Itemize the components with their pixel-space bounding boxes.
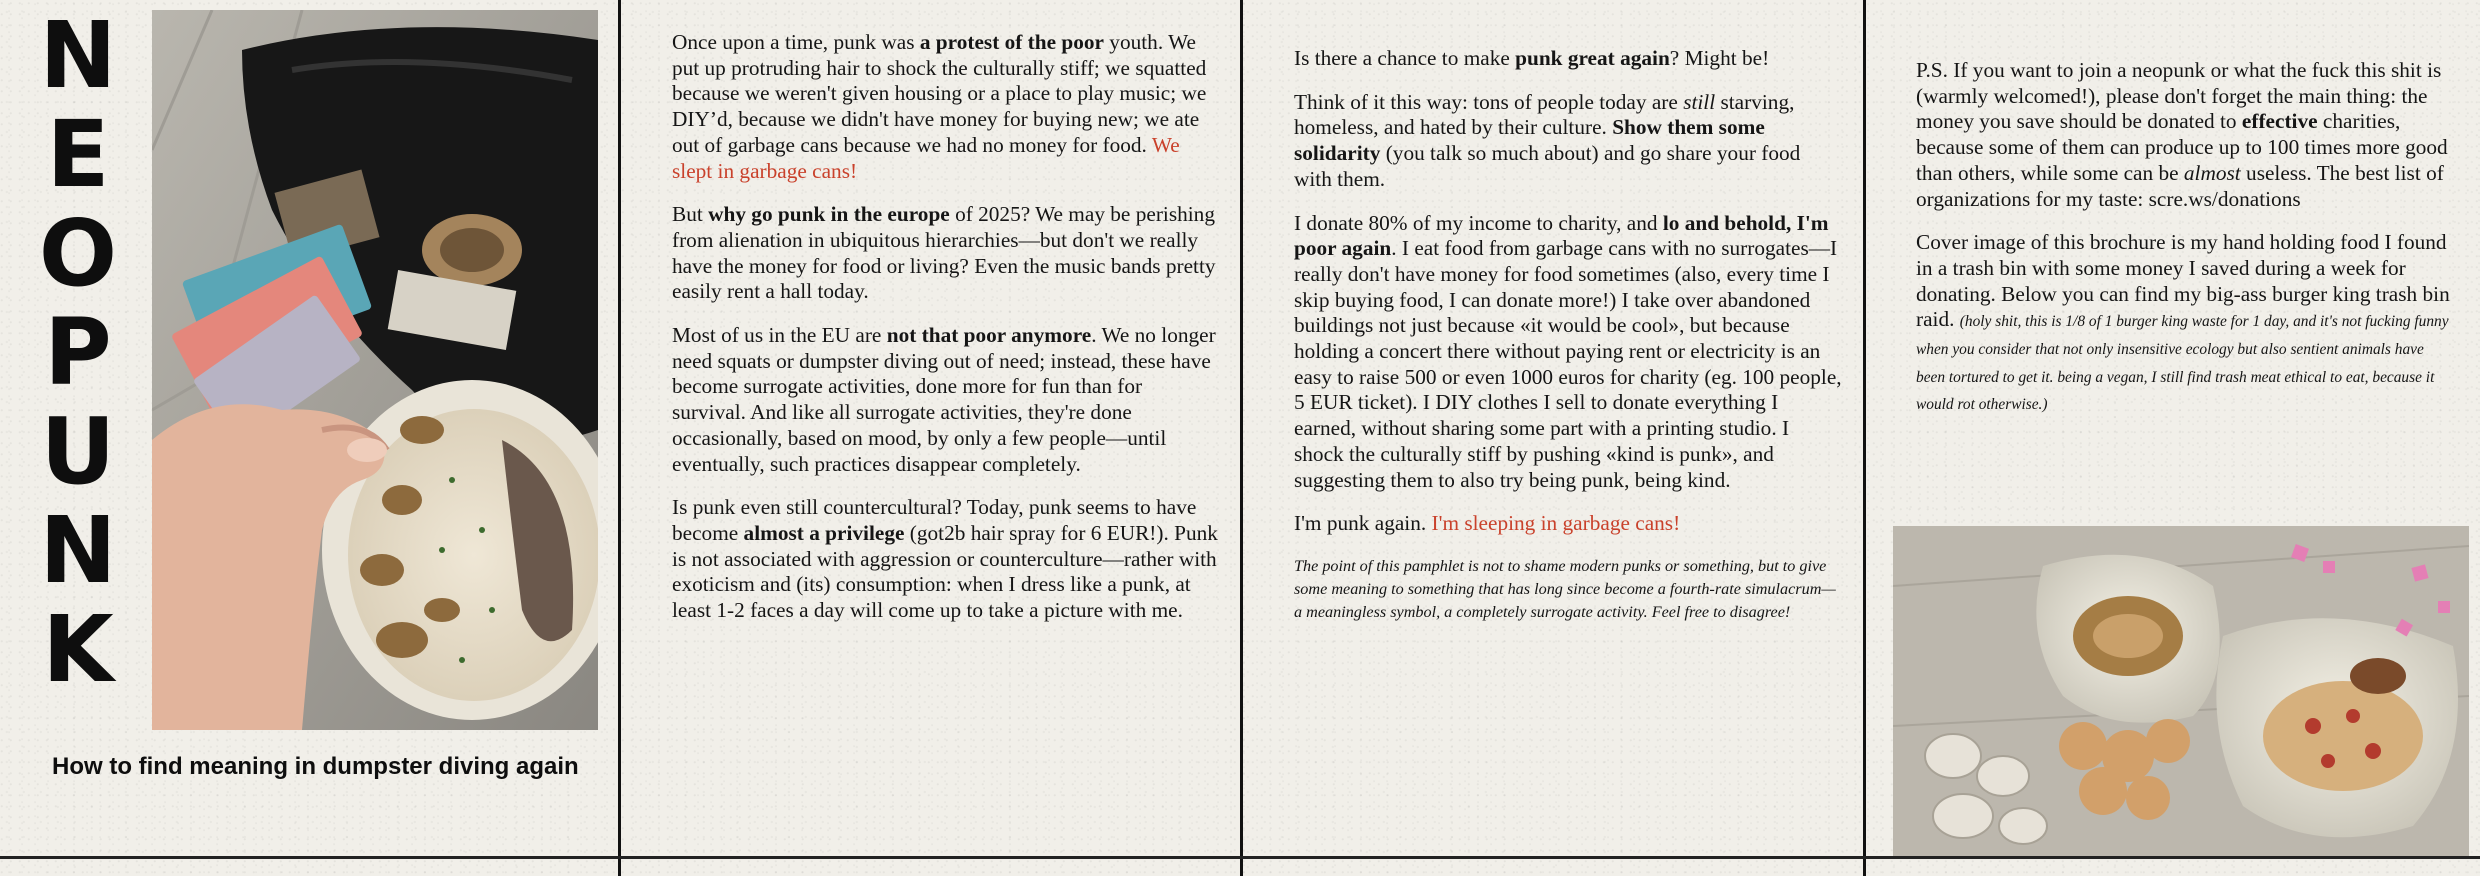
bold-text: Show them some solidarity: [1294, 115, 1765, 166]
paragraph: [672, 495, 1220, 624]
trash-haul-illustration: [1893, 526, 2469, 856]
bold-text: not that poor anymore: [886, 323, 1092, 348]
text-span: starving, homeless, and hated by their culture.: [1294, 89, 1795, 140]
text-span: Most of us in the EU are: [672, 323, 887, 348]
text-span: Think of it this way: tons of people today are: [1294, 89, 1684, 114]
text-span: charities, because some of them can produce up to 100 times more good than others, while some can be: [1916, 109, 2448, 185]
bold-text: lo and behold, I'm poor again: [1294, 210, 1829, 261]
trash-haul-photo: [1893, 526, 2469, 856]
panel-4-text: [1916, 58, 2456, 436]
title-letter: P: [44, 299, 112, 406]
paragraph: [672, 30, 1220, 184]
text-span: (got2b hair spray for 6 EUR!). Punk is not associated with aggression or counterculture—rather with exoticism and (its) consumption: when I dress like a punk, at least 1-2 faces a day will come up to take a picture with me.: [672, 520, 1218, 623]
fold-line-1: [618, 0, 621, 876]
text-span: (you talk so much about) and go share your food with them.: [1294, 141, 1801, 191]
cover-photo-illustration: [152, 10, 598, 730]
text-span: Cover image of this brochure is my hand holding food I found in a trash bin with some money I saved during a week for donating. Below you can find my big-ass burger king trash bin raid.: [1916, 230, 2450, 332]
italic-text: almost: [2183, 160, 2241, 185]
bold-text: punk great again: [1515, 46, 1670, 70]
title-letter: O: [38, 200, 118, 307]
panel-3-text: [1294, 46, 1842, 642]
title-letter: K: [42, 596, 114, 703]
text-span: . We no longer need squats or dumpster diving out of need; instead, these have become surrogate activities, done more for fun than for survival. And like all surrogate activities, they're done occasionally, based on mood, by only a few people—until eventually, such practices disappear completely.: [672, 323, 1216, 476]
paragraph: [1294, 511, 1842, 537]
title-letter: E: [46, 101, 110, 208]
bottom-edge-line: [0, 856, 2480, 859]
paragraph: [1294, 211, 1842, 494]
text-span: useless. The best list of organizations for my taste: scre.ws/donations: [1916, 160, 2444, 211]
red-highlight: We slept in garbage cans!: [672, 132, 1180, 183]
cover-photo: [152, 10, 598, 730]
vertical-title: [38, 2, 118, 703]
bold-text: why go punk in the europe: [708, 202, 950, 227]
text-span: ? Might be!: [1669, 46, 1770, 70]
text-span: I donate 80% of my income to charity, and: [1294, 210, 1663, 235]
panel-2-text: [672, 30, 1220, 642]
title-letter: U: [40, 398, 116, 505]
closing-note: The point of this pamphlet is not to shame modern punks or something, but to give some meaning to something that has long since become a fourth-rate simulacrum—a meaningless symbol, a completely surrogate activity. Feel free to disagree!: [1294, 556, 1836, 621]
bold-text: effective: [2241, 109, 2318, 134]
fold-line-2: [1240, 0, 1243, 876]
title-letter: N: [39, 2, 117, 109]
paragraph: [1294, 90, 1842, 193]
paragraph: [1294, 46, 1842, 72]
cover-subtitle: How to find meaning in dumpster diving again: [52, 753, 579, 780]
text-span: . I eat food from garbage cans with no surrogates—I really don't have money for food sometimes (also, every time I skip buying food, I can donate more!) I take over abandoned buildings not just because «it would be cool», but because holding a concert there without paying rent or electricity is an easy to raise 500 or even 1000 euros for charity (eg. 100 people, 5 EUR ticket). I DIY clothes I sell to donate everything I earned, without sharing some part with a printing studio. I shock the culturally stiff by pushing «kind is punk», and suggesting them to also try being punk, being kind.: [1294, 236, 1842, 492]
text-span: Is there a chance to make: [1294, 46, 1516, 70]
text-span: Is punk even still countercultural? Today, punk seems to have become: [672, 495, 1197, 545]
paragraph: [672, 202, 1220, 305]
text-span: Once upon a time, punk was: [672, 30, 920, 54]
red-highlight: I'm sleeping in garbage cans!: [1431, 511, 1681, 536]
italic-text: still: [1683, 89, 1716, 114]
text-span: P.S. If you want to join a neopunk or what the fuck this shit is (warmly welcomed!), please don't forget the main thing: the money you save should be donated to: [1916, 58, 2442, 134]
bold-text: almost a privilege: [743, 520, 905, 545]
text-span: But: [672, 202, 709, 227]
text-span: I'm punk again.: [1294, 511, 1432, 536]
paragraph: [1916, 230, 2456, 418]
paragraph: [1916, 58, 2456, 212]
small-italic-aside: (holy shit, this is 1/8 of 1 burger king waste for 1 day, and it's not fucking funny when you consider that not only insensitive ecology but also sentient animals have been tortured to get it. being a vegan, I still find trash meat ethical to eat, because it would rot otherwise.): [1916, 313, 2449, 414]
text-span: youth. We put up protruding hair to shock the culturally stiff; we squatted because we weren't given housing or a place to play music; we DIY’d, because we didn't have money for buying new; we ate out of garbage cans because we had no money for food.: [672, 30, 1207, 157]
fold-line-3: [1863, 0, 1866, 876]
paragraph: [672, 323, 1220, 477]
bold-text: a protest of the poor: [919, 30, 1104, 54]
text-span: of 2025? We may be perishing from alienation in ubiquitous hierarchies—but don't we really have the money for food or living? Even the music bands pretty easily rent a hall today.: [672, 202, 1216, 304]
title-letter: N: [39, 497, 117, 604]
